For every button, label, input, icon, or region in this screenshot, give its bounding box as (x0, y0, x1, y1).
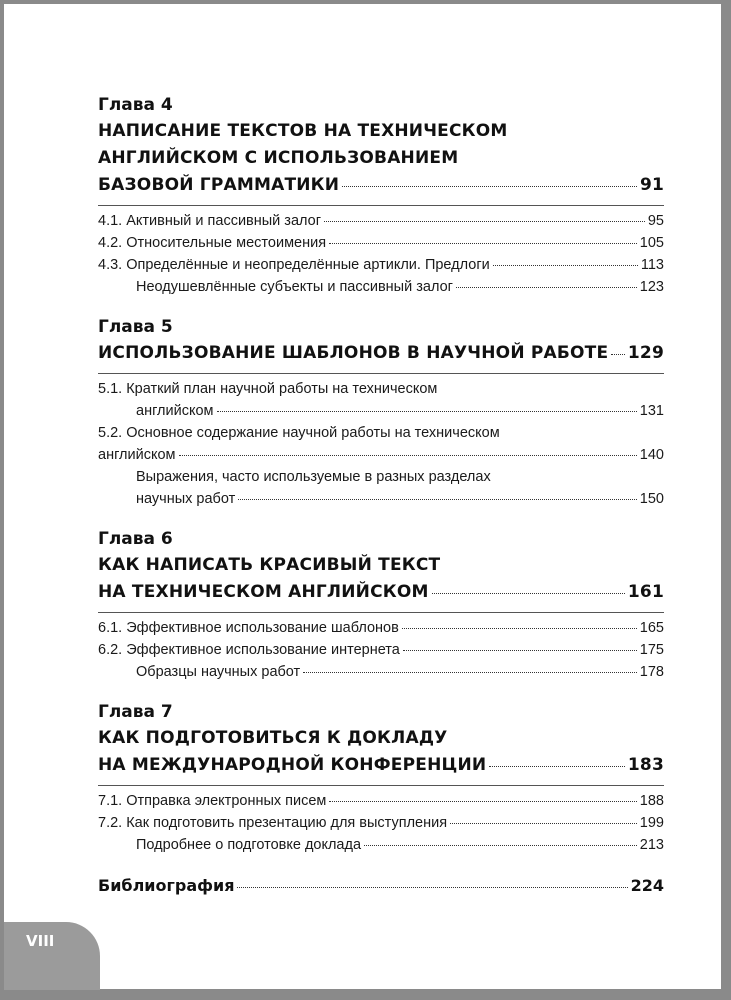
page-number: 213 (639, 837, 664, 853)
entry-text: 4.3. Определённые и неопределённые артикли. Предлоги (98, 257, 490, 273)
dot-leader (342, 186, 637, 187)
toc-entry[interactable] (98, 812, 664, 834)
page-number: 91 (639, 175, 664, 195)
toc-entry[interactable] (98, 790, 664, 812)
dot-leader (329, 801, 636, 802)
toc-entry[interactable] (98, 232, 664, 254)
dot-leader (237, 887, 627, 888)
dot-leader (179, 455, 637, 456)
page-number: 178 (639, 664, 664, 680)
page-number: 140 (639, 447, 664, 463)
book-page (4, 4, 721, 989)
roman-page-number: VIII (26, 932, 55, 950)
divider (98, 785, 664, 786)
chapter-title-line: НАПИСАНИЕ ТЕКСТОВ НА ТЕХНИЧЕСКОМ (98, 121, 508, 141)
entry-text: Подробнее о подготовке доклада (136, 837, 362, 853)
entry-text: 7.2. Как подготовить презентацию для выступления (98, 815, 448, 831)
entry-text: 5.2. Основное содержание научной работы на техническом (98, 425, 500, 441)
entry-text: 4.1. Активный и пассивный залог (98, 213, 321, 229)
page-number: 165 (639, 620, 664, 636)
page-number: 161 (627, 582, 664, 602)
divider (98, 612, 664, 613)
chapter-title-text: НА ТЕХНИЧЕСКОМ АНГЛИЙСКОМ (98, 582, 429, 602)
chapter-4 (98, 92, 664, 298)
bibliography-label: Библиография (98, 876, 235, 895)
dot-leader (456, 287, 637, 288)
chapter-label: Глава 5 (98, 317, 173, 337)
page-number-tab (4, 922, 100, 990)
divider (98, 373, 664, 374)
page-number: 129 (627, 343, 664, 363)
entry-text: английском (98, 447, 176, 463)
chapter-label: Глава 4 (98, 95, 173, 115)
page-number: 224 (630, 876, 664, 895)
chapter-title-text: БАЗОВОЙ ГРАММАТИКИ (98, 175, 340, 195)
chapter-title-text: ИСПОЛЬЗОВАНИЕ ШАБЛОНОВ В НАУЧНОЙ РАБОТЕ (98, 343, 609, 363)
entry-continuation (98, 400, 664, 422)
toc-entry[interactable] (98, 210, 664, 232)
entry-text: 5.1. Краткий план научной работы на техническом (98, 381, 438, 397)
toc-entry[interactable] (98, 254, 664, 276)
toc-entry[interactable] (98, 422, 664, 466)
page-number: 188 (639, 793, 664, 809)
toc-subentry[interactable] (98, 466, 664, 510)
page-number: 123 (639, 279, 664, 295)
entry-text: Образцы научных работ (136, 664, 301, 680)
page-number: 150 (639, 491, 664, 507)
toc-subentry[interactable] (98, 276, 664, 298)
table-of-contents (98, 92, 664, 900)
chapter-title-text: НА МЕЖДУНАРОДНОЙ КОНФЕРЕНЦИИ (98, 755, 487, 775)
chapter-6 (98, 526, 664, 683)
dot-leader (329, 243, 637, 244)
toc-entry[interactable] (98, 378, 664, 422)
toc-subentry[interactable] (98, 834, 664, 856)
dot-leader (324, 221, 645, 222)
chapter-title-entry[interactable] (98, 579, 664, 606)
dot-leader (303, 672, 637, 673)
bibliography-entry[interactable] (98, 872, 664, 900)
dot-leader (450, 823, 637, 824)
entry-text: научных работ (136, 491, 236, 507)
dot-leader (238, 499, 637, 500)
dot-leader (432, 593, 625, 594)
toc-subentry[interactable] (98, 661, 664, 683)
entry-text: 7.1. Отправка электронных писем (98, 793, 327, 809)
page-number: 199 (639, 815, 664, 831)
dot-leader (403, 650, 637, 651)
dot-leader (493, 265, 638, 266)
toc-entry[interactable] (98, 617, 664, 639)
dot-leader (611, 354, 625, 355)
page-number: 105 (639, 235, 664, 251)
chapter-title-entry[interactable] (98, 340, 664, 367)
entry-text: 4.2. Относительные местоимения (98, 235, 327, 251)
chapter-5 (98, 314, 664, 510)
page-number: 113 (640, 257, 664, 273)
chapter-label: Глава 6 (98, 529, 173, 549)
dot-leader (364, 845, 637, 846)
dot-leader (402, 628, 637, 629)
page-number: 175 (639, 642, 664, 658)
entry-continuation (98, 488, 664, 510)
chapter-label: Глава 7 (98, 702, 173, 722)
chapter-title-line: КАК НАПИСАТЬ КРАСИВЫЙ ТЕКСТ (98, 555, 441, 575)
page-number: 183 (627, 755, 664, 775)
chapter-title-line: АНГЛИЙСКОМ С ИСПОЛЬЗОВАНИЕМ (98, 148, 459, 168)
dot-leader (217, 411, 637, 412)
toc-entry[interactable] (98, 639, 664, 661)
divider (98, 205, 664, 206)
chapter-title-entry[interactable] (98, 172, 664, 199)
entry-text: Выражения, часто используемые в разных разделах (136, 469, 491, 485)
page-number: 95 (647, 213, 664, 229)
entry-text: 6.1. Эффективное использование шаблонов (98, 620, 399, 636)
entry-text: Неодушевлённые субъекты и пассивный залог (136, 279, 453, 295)
chapter-title-entry[interactable] (98, 752, 664, 779)
chapter-title-line: КАК ПОДГОТОВИТЬСЯ К ДОКЛАДУ (98, 728, 448, 748)
chapter-7 (98, 699, 664, 856)
page-number: 131 (639, 403, 664, 419)
entry-continuation (98, 444, 664, 466)
dot-leader (489, 766, 625, 767)
entry-text: 6.2. Эффективное использование интернета (98, 642, 400, 658)
entry-text: английском (136, 403, 214, 419)
